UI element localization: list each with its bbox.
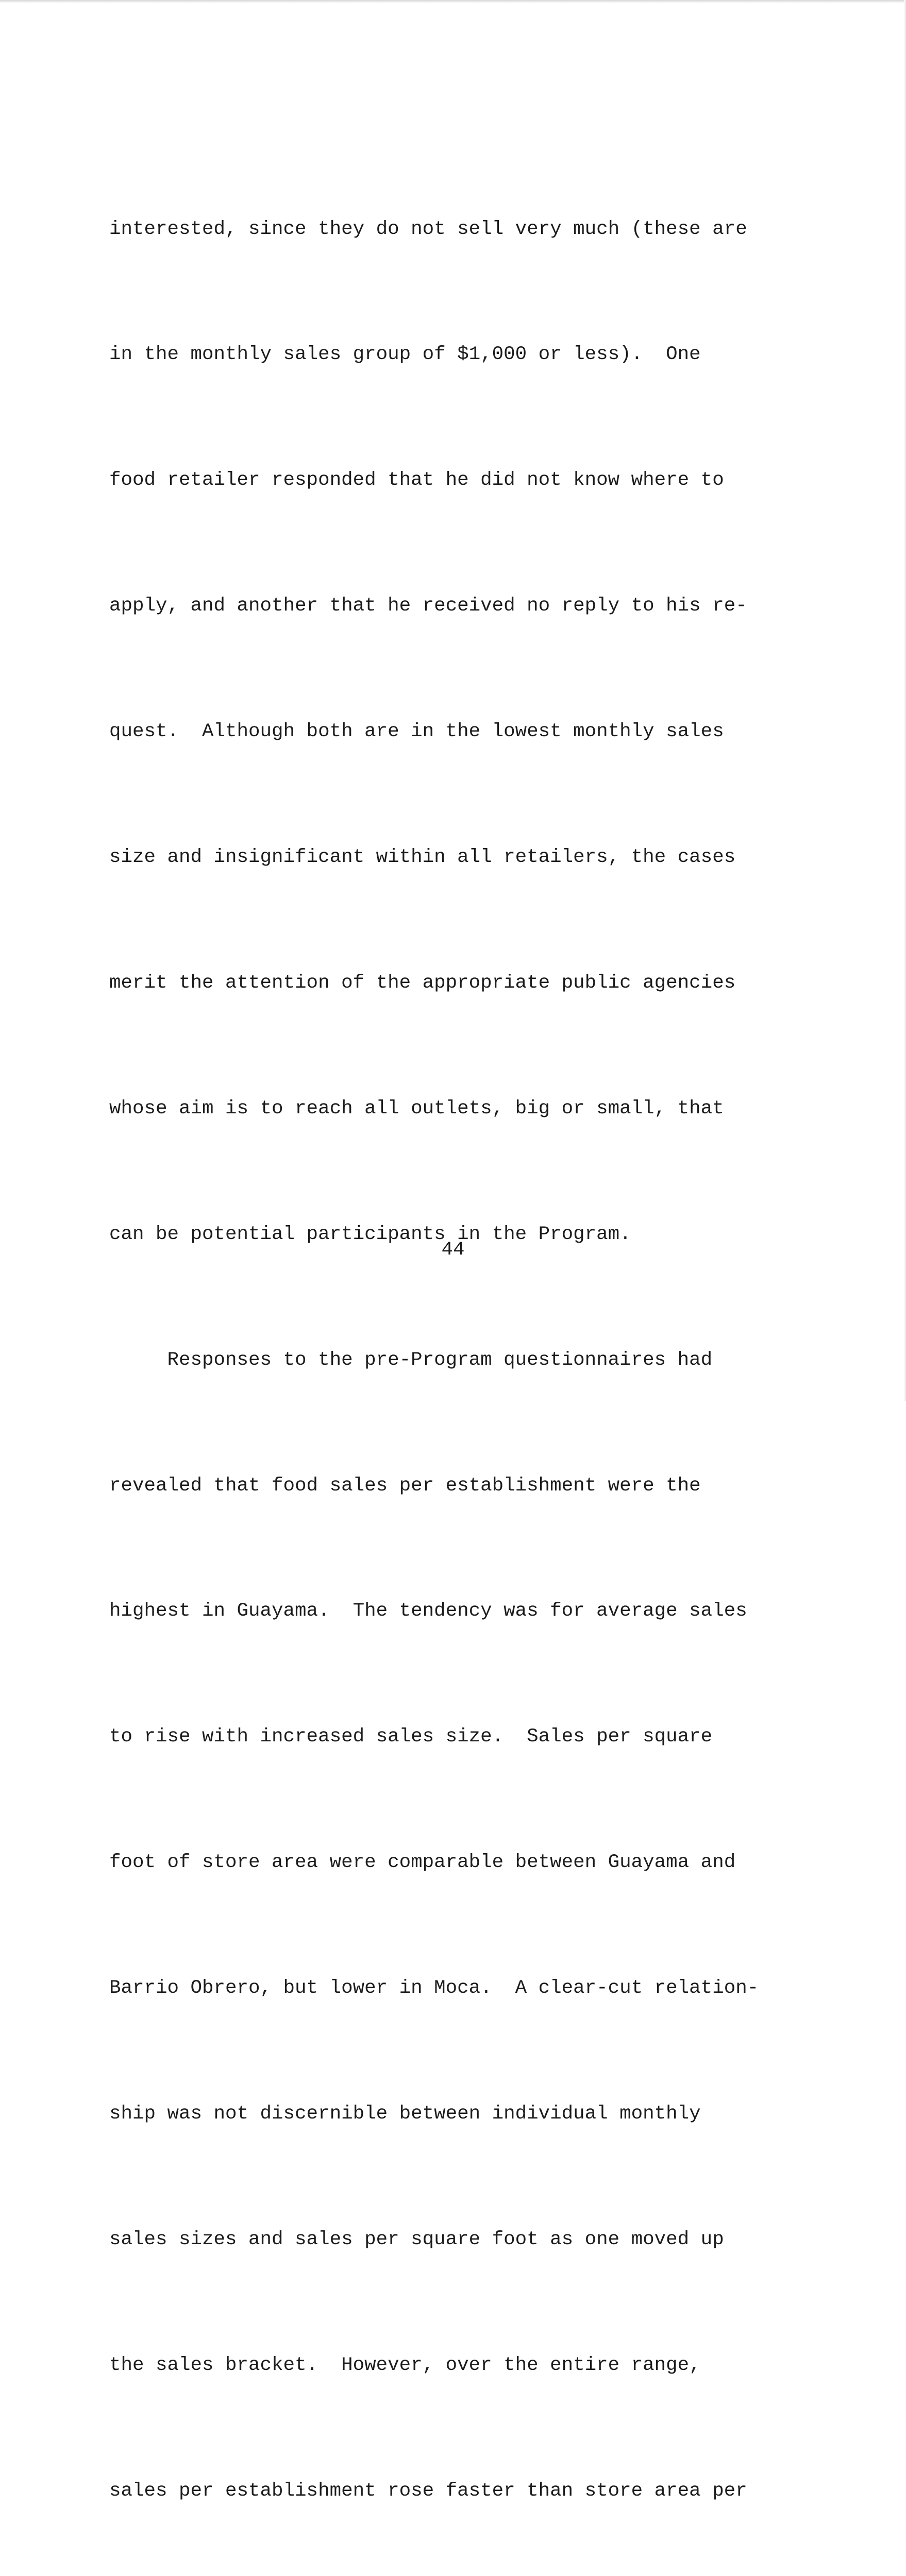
text-line: interested, since they do not sell very much (these are bbox=[109, 218, 747, 240]
text-line: size and insignificant within all retailers, the cases bbox=[109, 846, 736, 869]
text-line: highest in Guayama. The tendency was for average sales bbox=[109, 1600, 747, 1622]
text-line: food retailer responded that he did not know where to bbox=[109, 469, 724, 492]
text-line: quest. Although both are in the lowest monthly sales bbox=[109, 721, 724, 743]
text-line: ship was not discernible between individual monthly bbox=[109, 2103, 701, 2125]
page-number: 44 bbox=[441, 1239, 465, 1261]
text-line: whose aim is to reach all outlets, big or small, that bbox=[109, 1097, 724, 1120]
text-line: can be potential participants in the Program. bbox=[109, 1223, 631, 1245]
text-line: foot of store area were comparable between Guayama and bbox=[109, 1852, 736, 1874]
body-text bbox=[109, 125, 810, 2576]
text-line: to rise with increased sales size. Sales per square bbox=[109, 1726, 713, 1748]
scan-right-edge bbox=[904, 0, 906, 1401]
text-line: sales sizes and sales per square foot as one moved up bbox=[109, 2228, 724, 2250]
text-line: sales per establishment rose faster than store area per bbox=[109, 2480, 747, 2502]
text-line: the sales bracket. However, over the entire range, bbox=[109, 2354, 701, 2376]
text-line: merit the attention of the appropriate public agencies bbox=[109, 972, 736, 994]
text-line: in the monthly sales group of $1,000 or less). One bbox=[109, 344, 701, 366]
text-line: Barrio Obrero, but lower in Moca. A clear-cut relation- bbox=[109, 1977, 759, 1999]
text-line: Responses to the pre-Program questionnaires had bbox=[109, 1349, 713, 1371]
text-line: revealed that food sales per establishment were the bbox=[109, 1475, 701, 1497]
scan-top-edge bbox=[0, 0, 906, 3]
text-line: apply, and another that he received no reply to his re- bbox=[109, 595, 747, 617]
